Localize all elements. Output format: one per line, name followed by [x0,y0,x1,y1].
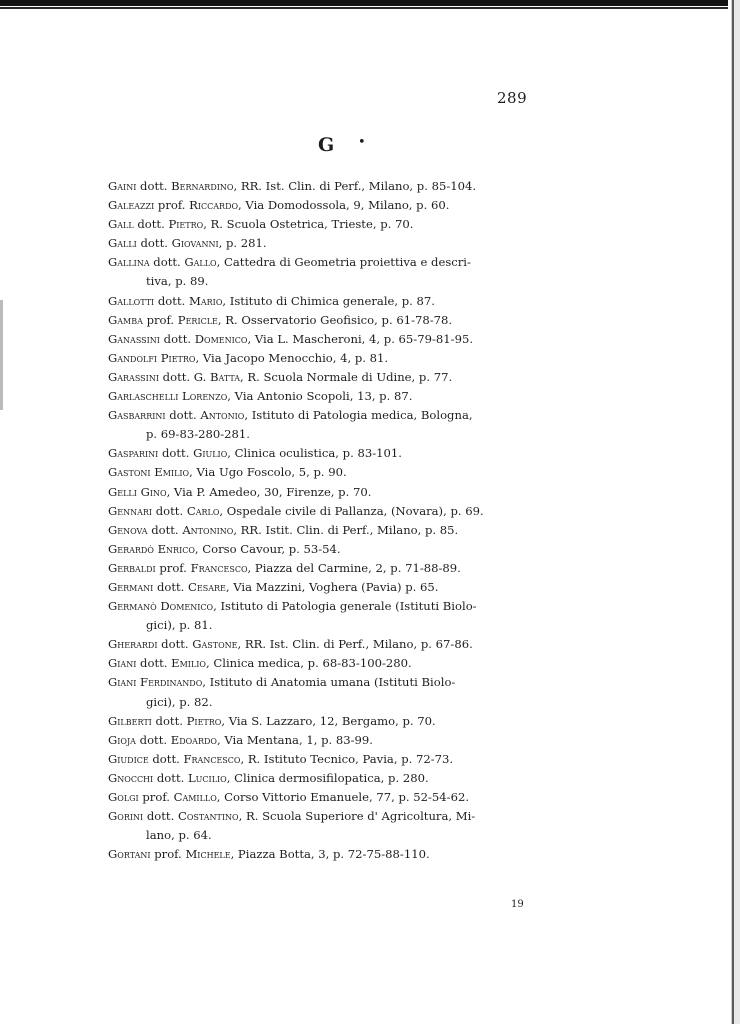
list-item [108,559,548,578]
entry-title: dott. [151,713,187,728]
list-item [108,368,548,387]
entry-title: prof. [154,198,190,213]
entry-first-name: Camillo [173,790,217,804]
entry-first-name: Ferdinando [140,675,203,690]
entry-title: dott. [136,179,172,193]
entry-title: prof. [155,560,191,575]
page-right-edge [728,0,740,1024]
entry-first-name: Enrico [157,541,195,556]
entry-first-name: Lorenzo [182,389,228,404]
entry-title: dott. [133,217,169,232]
entry-first-name: Emilio [154,465,190,480]
entry-detail: , Via P. Amedeo, 30, Firenze, p. 70. [166,484,372,499]
entry-detail: , Clinica medica, p. 68-83-100-280. [206,656,412,671]
entry-first-name: Domenico [194,331,248,346]
list-item [108,463,548,482]
entry-first-name: Francesco [190,560,248,575]
list-item [108,444,548,463]
entry-detail: , Istituto di Patologia generale (Istituti Biolo- [213,599,477,614]
entry-title: dott. [165,408,201,423]
list-item [108,292,548,311]
list-item [108,196,548,215]
entry-surname: Gnocchi [108,770,154,785]
entry-surname: Gastoni [108,465,151,480]
entry-surname: Galeazzi [108,198,155,213]
list-item [108,177,548,196]
entry-first-name: Edoardo [170,732,217,747]
list-item [108,673,548,711]
list-item [108,750,548,769]
entry-list [108,177,548,864]
list-item [108,483,548,502]
entry-detail: , R. Scuola Normale di Udine, p. 77. [240,369,453,384]
entry-first-name: Antonino [182,522,234,537]
entry-detail: , RR. Istit. Clin. di Perf., Milano, p. 85. [233,522,459,537]
entry-first-name: Domenico [160,599,214,614]
list-item [108,540,548,559]
entry-surname: Gortani [108,847,151,862]
entry-first-name: Cesare [188,579,226,594]
list-item [108,635,548,654]
entry-detail: , Via Domodossola, 9, Milano, p. 60. [238,198,450,213]
entry-detail: , Via Mentana, 1, p. 83-99. [216,732,373,747]
entry-detail: , Via Antonio Scopoli, 13, p. 87. [227,389,413,404]
entry-surname: Giani [108,656,137,671]
list-item [108,788,548,807]
list-item [108,311,548,330]
entry-surname: Germanò [108,599,157,614]
page-left-mark [0,300,3,410]
entry-detail: , Istituto di Anatomia umana (Istituti Biolo- [202,675,456,690]
entry-surname: Germani [108,579,154,594]
list-item [108,330,548,349]
list-item [108,712,548,731]
entry-first-name: Bernardino [171,179,234,193]
entry-detail: , Via Mazzini, Voghera (Pavia) p. 65. [225,579,439,594]
entry-title: dott. [159,331,195,346]
entry-detail: , Corso Vittorio Emanuele, 77, p. 52-54-62. [216,790,470,804]
entry-surname: Gamba [108,312,143,327]
entry-first-name: Pietro [186,713,222,728]
entry-surname: Giudice [108,751,149,766]
entry-detail: , Istituto di Chimica generale, p. 87. [222,293,435,308]
entry-detail: , Cattedra di Geometria proiettiva e descri- [216,255,471,270]
entry-first-name: Costantino [177,809,239,824]
entry-title: dott. [153,770,188,785]
list-item [108,406,548,444]
entry-first-name: Gastone [192,637,238,652]
entry-title: dott. [136,656,172,671]
entry-detail: , Istituto di Patologia medica, Bologna, [244,408,473,423]
entry-continuation: lano, p. 64. [146,828,212,843]
entry-continuation: gici), p. 82. [146,694,213,709]
entry-first-name: Francesco [183,751,241,766]
entry-title: dott. [153,579,189,594]
entry-detail: , R. Scuola Superiore d' Agricoltura, Mi- [238,809,476,824]
entry-continuation: gici), p. 81. [146,618,213,633]
entry-continuation: tiva, p. 89. [146,274,209,289]
entry-title: dott. [143,809,178,824]
entry-surname: Gorini [108,809,144,824]
entry-detail: , RR. Ist. Clin. di Perf., Milano, p. 85-104. [233,179,477,193]
entry-first-name: Giulio [193,446,228,461]
entry-detail: , Piazza Botta, 3, p. 72-75-88-110. [230,847,430,862]
entry-first-name: Mario [188,293,223,308]
entry-surname: Gerardò [108,541,154,556]
entry-surname: Giani [108,675,137,690]
section-mark: • [358,135,366,150]
entry-surname: Gallina [108,255,150,270]
entry-detail: , Clinica dermosifilopatica, p. 280. [226,770,429,785]
entry-surname: Gennari [108,503,153,518]
entry-surname: Galli [108,236,137,251]
list-item [108,597,548,635]
entry-detail: , Clinica oculistica, p. 83-101. [227,446,402,461]
entry-title: dott. [147,522,183,537]
entry-first-name: Emilio [171,656,206,671]
entry-first-name: Gallo [184,255,217,270]
entry-first-name: Pietro [168,217,204,232]
entry-title: dott. [157,637,193,652]
list-item [108,807,548,845]
entry-detail: , Corso Cavour, p. 53-54. [194,541,341,556]
entry-title: dott. [136,236,172,251]
entry-first-name: Giovanni [171,236,219,251]
entry-detail: , R. Istituto Tecnico, Pavia, p. 72-73. [240,751,454,766]
entry-title: dott. [158,369,194,384]
list-item [108,845,548,864]
list-item [108,215,548,234]
list-item [108,654,548,673]
entry-surname: Genova [108,522,148,537]
entry-title: dott. [135,732,171,747]
entry-surname: Gall [108,217,134,232]
list-item [108,731,548,750]
entry-first-name: Gino [140,484,167,499]
entry-surname: Garlaschelli [108,389,179,404]
entry-detail: , Via Jacopo Menocchio, 4, p. 81. [195,350,389,365]
list-item [108,234,548,253]
entry-surname: Gasparini [108,446,159,461]
entry-title: dott. [158,446,194,461]
entry-detail: , R. Osservatorio Geofisico, p. 61-78-78. [217,312,453,327]
entry-surname: Ganassini [108,331,160,346]
list-item [108,387,548,406]
entry-surname: Gelli [108,484,137,499]
entry-continuation: p. 69-83-280-281. [146,427,250,442]
entry-surname: Gilberti [108,713,152,728]
list-item [108,521,548,540]
entry-first-name: Lucilio [187,770,227,785]
entry-detail: , Piazza del Carmine, 2, p. 71-88-89. [247,560,461,575]
entry-surname: Gandolfi [108,350,158,365]
entry-first-name: Riccardo [189,198,239,213]
list-item [108,349,548,368]
entry-surname: Gerbaldi [108,560,156,575]
entry-detail: , Via L. Mascheroni, 4, p. 65-79-81-95. [247,331,474,346]
entry-surname: Gaini [108,179,137,193]
entry-detail: , Ospedale civile di Pallanza, (Novara), p. 69. [219,503,484,518]
entry-detail: , p. 281. [218,236,267,251]
entry-title: prof. [150,847,186,862]
entry-surname: Gioja [108,732,136,747]
entry-first-name: Pietro [160,350,196,365]
entry-first-name: Pericle [177,312,218,327]
entry-title: prof. [138,790,174,804]
entry-first-name: Carlo [186,503,220,518]
list-item [108,769,548,788]
entry-detail: , Via S. Lazzaro, 12, Bergamo, p. 70. [221,713,436,728]
entry-detail: , RR. Ist. Clin. di Perf., Milano, p. 67-86. [237,637,473,652]
entry-detail: , Via Ugo Foscolo, 5, p. 90. [189,465,347,480]
entry-surname: Gasbarrini [108,408,166,423]
entry-first-name: Michele [185,847,231,862]
page-top-border [0,0,740,10]
entry-surname: Golgi [108,790,139,804]
entry-first-name: G. Batta [193,369,241,384]
signature-mark: 19 [511,899,524,910]
section-letter: G [318,134,335,156]
page-number: 289 [497,89,528,107]
entry-title: dott. [149,255,185,270]
entry-surname: Gallotti [108,293,155,308]
entry-first-name: Antonio [200,408,245,423]
entry-title: prof. [142,312,178,327]
list-item [108,253,548,291]
entry-surname: Garassini [108,369,159,384]
entry-title: dott. [148,751,184,766]
entry-detail: , R. Scuola Ostetrica, Trieste, p. 70. [203,217,414,232]
entry-title: dott. [152,503,187,518]
list-item [108,502,548,521]
entry-surname: Gherardi [108,637,158,652]
list-item [108,578,548,597]
entry-title: dott. [154,293,189,308]
